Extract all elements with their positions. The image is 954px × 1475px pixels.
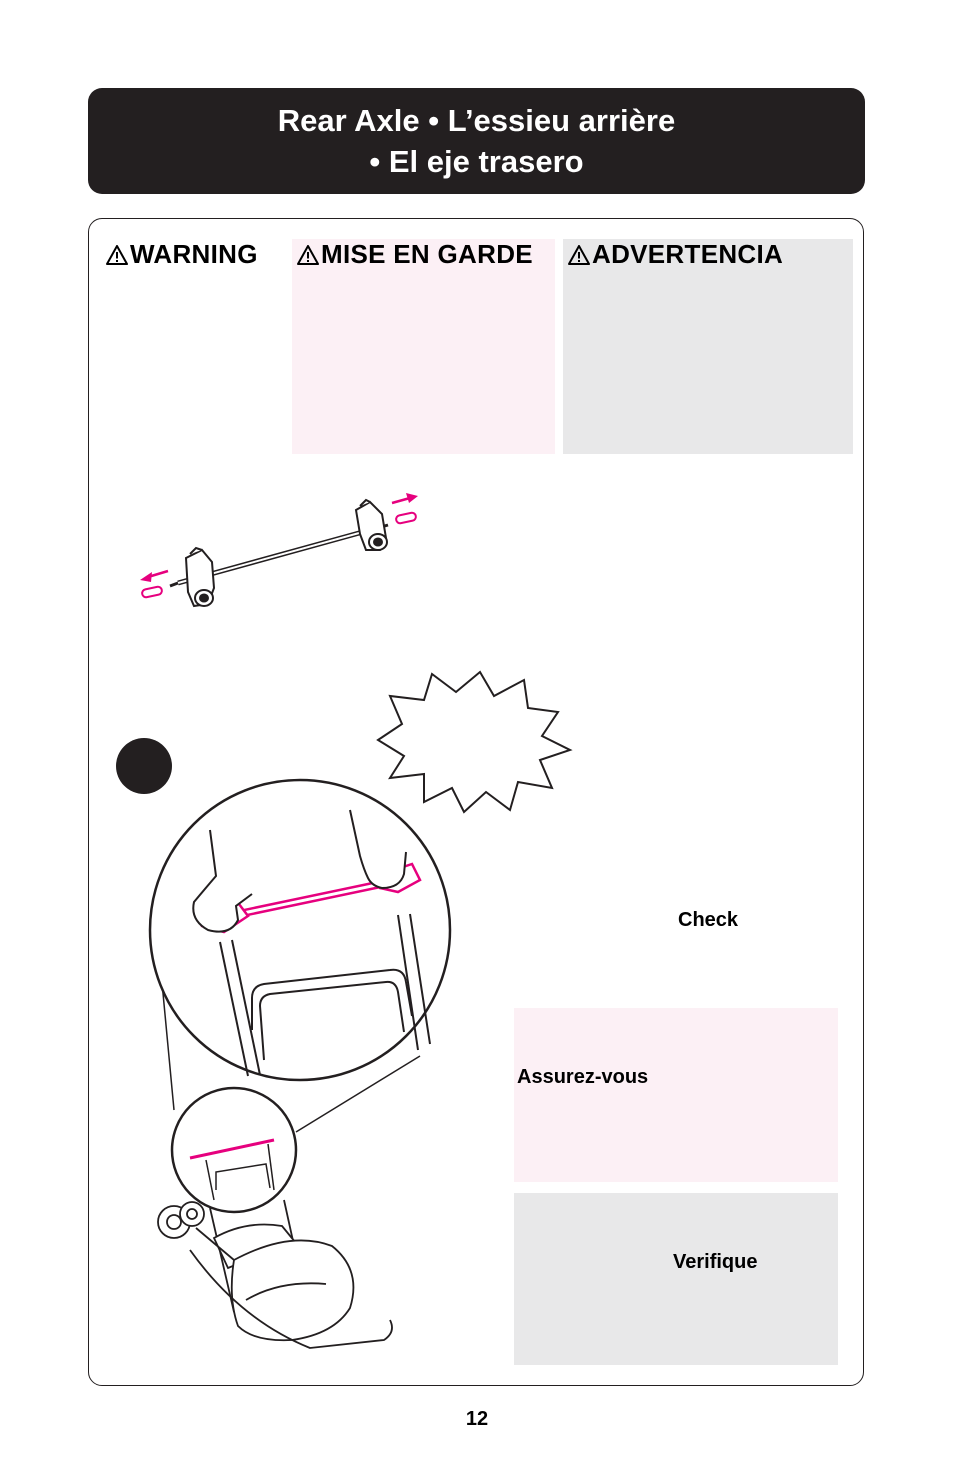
instruction-assurez-vous: Assurez-vous [517,1066,649,1088]
stroller-body [158,1200,392,1348]
spanish-instructions-box [514,1193,838,1365]
title-banner [88,88,865,194]
magnified-view [150,780,450,1080]
warning-triangle-icon [568,245,590,265]
warning-label-english: WARNING [130,239,258,269]
right-removal-arrow [392,493,418,524]
axle-left-housing [186,548,214,606]
instruction-check: Check [678,909,739,931]
warning-heading-spanish [568,238,783,270]
stroller-axle-illustration [150,760,460,1360]
page-title: Rear Axle • L’essieu arrière [277,103,676,138]
warning-triangle-icon [106,245,128,265]
page-number: 12 [465,1408,489,1430]
warning-triangle-icon [297,245,319,265]
warning-label-spanish: ADVERTENCIA [592,239,784,269]
overview-circle [172,1088,296,1212]
left-removal-arrow [140,571,168,598]
warning-heading-french [297,238,533,270]
rear-axle-illustration [130,488,430,618]
warning-label-french: MISE EN GARDE [321,239,533,269]
french-warning-box [292,239,555,454]
french-instructions-box [514,1008,838,1182]
spanish-warning-box [563,239,853,454]
page-subtitle: • El eje trasero [369,144,584,179]
axle-right-housing [356,500,387,550]
instruction-verifique: Verifique [673,1251,758,1273]
warning-heading-english [106,238,258,270]
